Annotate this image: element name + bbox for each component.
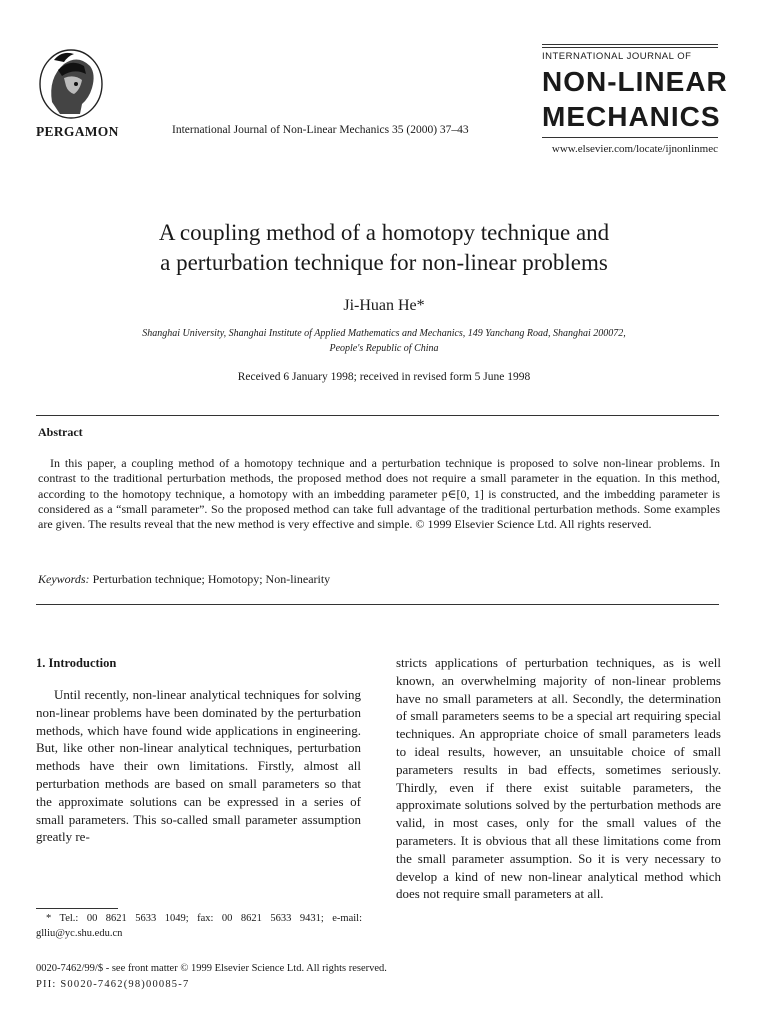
body-column-left: Until recently, non-linear analytical techniques for solving non-linear problems have been dominated by the perturbation methods, which have found wide applications in engineering. But, like other non-linear analytical techniques, perturbation methods have their own limitations. Firstly, almost all perturbation methods are based on small parameters so that the approximate solutions can be expressed in a series of small parameters. This so-called small parameter assumption greatly re-: [36, 687, 361, 845]
journal-citation: International Journal of Non-Linear Mechanics 35 (2000) 37–43: [172, 124, 469, 136]
body-column-right: stricts applications of perturbation techniques, as is well known, an overwhelming majority of non-linear problems have no small parameters at all. Secondly, the determination of small parameters seems to be a special art requiring special techniques. An appropriate choice of small parameters leads to ideal results, however, an unsuitable choice of small parameters results in bad effects, sometimes seriously. Thirdly, even if there exist suitable parameters, the approximate solutions solved by the perturbation methods are valid, in most cases, only for the small values of the parameters. It is obvious that all these limitations come from the small parameter assumption. So it is very necessary to develop a kind of new non-linear analytical method which does not require small parameters at all.: [396, 655, 721, 902]
journal-title-line2: MECHANICS: [542, 101, 721, 132]
abstract-text: In this paper, a coupling method of a homotopy technique and a perturbation technique is proposed to solve non-linear problems. In contrast to the traditional perturbation methods, the proposed method does not require a small parameter in the equation. In this method, according to the homotopy technique, a homotopy with an imbedding parameter p∈[0, 1] is constructed, and the imbedding parameter is considered as a “small parameter”. So the proposed method can take full advantage of the traditional perturbation methods. Some examples are given. The results reveal that the new method is very effective and simple. © 1999 Elsevier Science Ltd. All rights reserved.: [38, 456, 720, 532]
abstract-heading: Abstract: [38, 425, 83, 439]
title-line: A coupling method of a homotopy technique and: [158, 220, 610, 245]
publisher-name: PERGAMON: [36, 124, 119, 139]
title-line: a perturbation technique for non-linear problems: [160, 250, 608, 275]
keywords-label: Keywords:: [38, 572, 90, 586]
received-dates: Received 6 January 1998; received in revised form 5 June 1998: [237, 371, 531, 383]
section-heading: 1. Introduction: [36, 656, 117, 670]
pergamon-helmet-logo-icon: [34, 44, 108, 122]
keywords-value: Perturbation technique; Homotopy; Non-linearity: [92, 572, 331, 586]
footnote-rule: [36, 908, 118, 909]
masthead-rule: [542, 137, 718, 138]
affiliation-line: Shanghai University, Shanghai Institute of Applied Mathematics and Mechanics, 149 Yanchang Road, Shanghai 200072,: [142, 328, 626, 339]
journal-kicker: INTERNATIONAL JOURNAL OF: [542, 51, 692, 62]
pii-line: PII: S0020-7462(98)00085-7: [36, 979, 190, 990]
divider: [36, 604, 719, 605]
keywords: [38, 572, 330, 587]
masthead-rule: [542, 44, 718, 45]
journal-url[interactable]: www.elsevier.com/locate/ijnonlinmec: [551, 143, 718, 155]
journal-title-line1: NON-LINEAR: [542, 66, 728, 97]
front-matter-line: 0020-7462/99/$ - see front matter © 1999 Elsevier Science Ltd. All rights reserved.: [36, 963, 387, 974]
divider: [36, 415, 719, 416]
article-title: [0, 218, 768, 278]
author-footnote: * Tel.: 00 8621 5633 1049; fax: 00 8621 5633 9431; e-mail: glliu@yc.shu.edu.cn: [36, 913, 362, 939]
journal-masthead: [542, 44, 728, 138]
author-name: Ji-Huan He*: [343, 297, 425, 314]
masthead-rule: [542, 47, 718, 48]
affiliation-line: People's Republic of China: [329, 343, 439, 354]
author-affiliation: [60, 326, 708, 356]
